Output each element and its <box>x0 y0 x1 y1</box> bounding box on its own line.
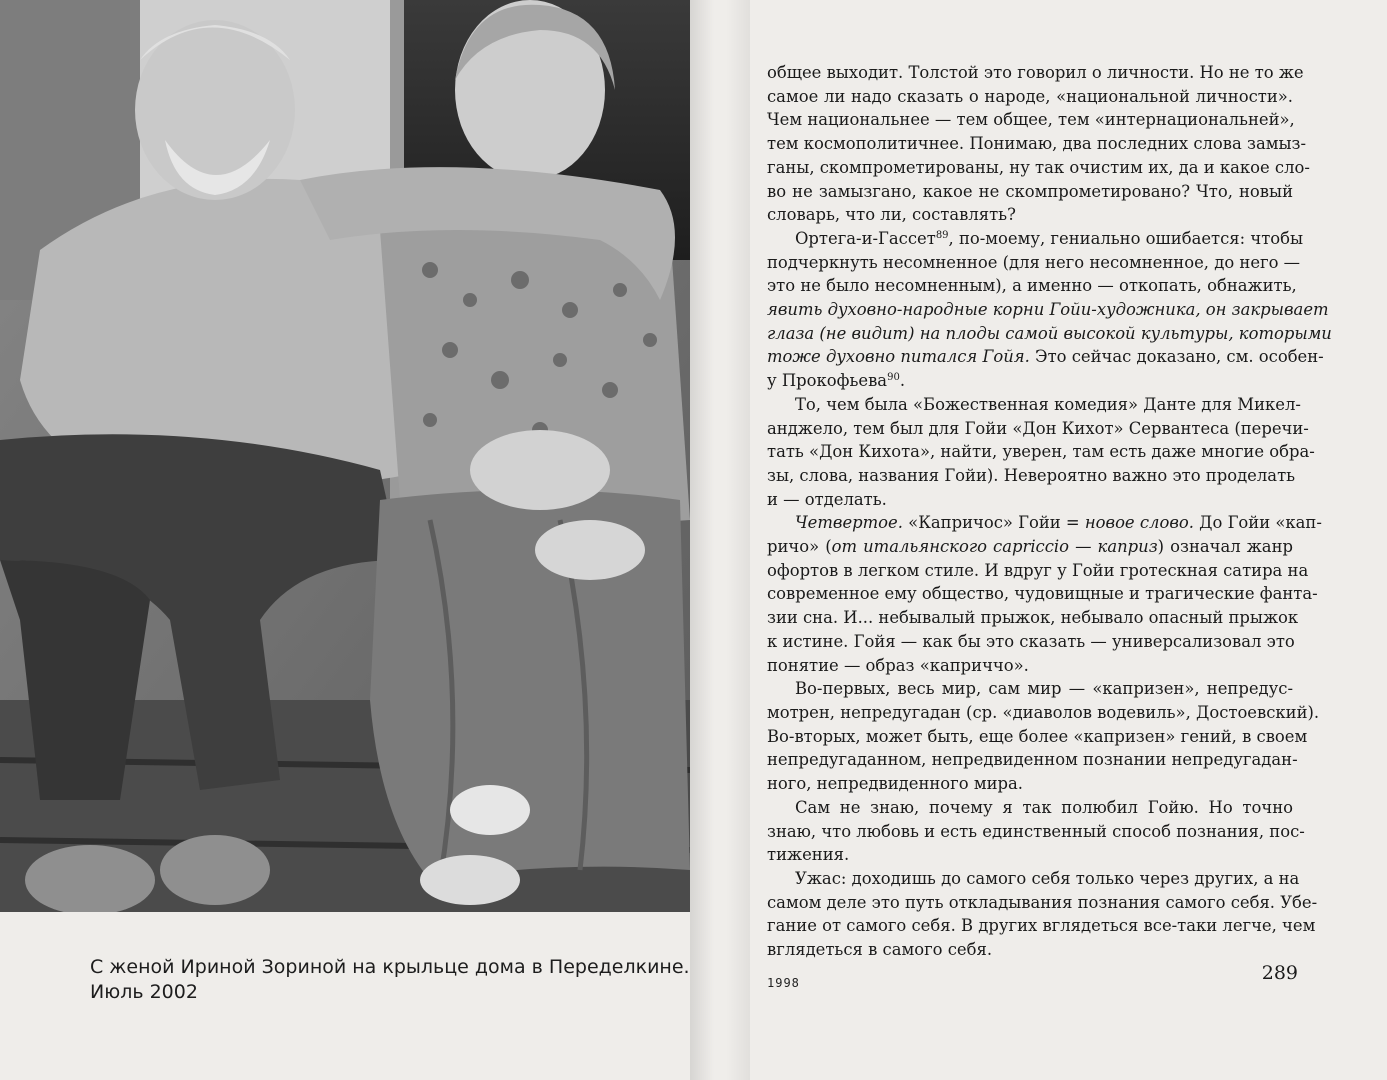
text-line: Сам не знаю, почему я так полюбил Гойю. Но точно <box>795 797 1293 817</box>
text-fragment: Ортега-и-Гассет <box>795 228 936 248</box>
italic-text: глаза (не видит) на плоды самой высокой культуры, которыми <box>767 323 1332 343</box>
paragraph <box>767 511 1322 677</box>
text-line: офортов в легком стиле. И вдруг у Гойи гротескная сатира на <box>767 560 1309 580</box>
text-line: общее выходит. Толстой это говорил о личности. Но не то же <box>767 63 1304 82</box>
photo-illustration <box>0 0 690 912</box>
text-line: и — отделать. <box>767 489 887 509</box>
text-line <box>767 345 1324 369</box>
text-line <box>767 511 1322 535</box>
text-line: ганы, скомпрометированы, ну так очистим их, да и какое сло- <box>767 157 1310 177</box>
text-line: мотрен, непредугадан (ср. «диаволов водевиль», Достоевский). <box>767 702 1320 722</box>
text-fragment: До Гойи «кап- <box>1193 513 1322 533</box>
text-fragment: , по-моему, гениально ошибается: чтобы <box>948 228 1304 248</box>
text-line <box>767 322 1332 346</box>
text-line: словарь, что ли, составлять? <box>767 205 1016 225</box>
text-fragment: Это сейчас доказано, см. особен- <box>1029 347 1324 367</box>
text-line: Чем национальнее — тем общее, тем «интернациональней», <box>767 110 1295 130</box>
footnote-ref[interactable]: 89 <box>935 229 949 241</box>
italic-text: тоже духовно питался Гойя. <box>767 347 1030 367</box>
text-line: Во-вторых, может быть, еще более «капризен» гений, в своем <box>767 726 1308 746</box>
text-line <box>767 227 1304 251</box>
text-fragment: . <box>899 371 906 391</box>
text-line: тижения. <box>767 845 850 865</box>
text-line: тем космополитичнее. Понимаю, два последних слова замыз- <box>767 134 1306 154</box>
text-line: Ужас: доходишь до самого себя только через других, а на <box>795 868 1300 888</box>
text-fragment: ) означал жанр <box>1157 537 1293 557</box>
paragraph <box>767 227 1332 393</box>
paragraph <box>767 796 1305 867</box>
italic-text: явить духовно-народные корни Гойи-художника, он закрывает <box>767 300 1329 320</box>
italic-text: от итальянского capriccio — каприз <box>831 537 1158 557</box>
text-line: То, чем была «Божественная комедия» Данте для Микел- <box>795 394 1301 414</box>
text-fragment: у Прокофьева <box>767 371 888 391</box>
page-number: 289 <box>1261 962 1298 984</box>
text-line: современное ему общество, чудовищные и трагические фанта- <box>767 584 1318 604</box>
text-line <box>767 298 1329 322</box>
text-fragment: ри <box>767 537 789 557</box>
text-line: это не было несомненным), а именно — откопать, обнажить, <box>767 276 1297 296</box>
text-line: самом деле это путь откладывания познания самого себя. Убе- <box>767 892 1318 912</box>
text-line: тать «Дон Кихота», найти, уверен, там есть даже многие обра- <box>767 442 1315 462</box>
text-line: подчеркнуть несомненное (для него несомненное, до него — <box>767 252 1301 272</box>
text-fragment: «Капричос» Гойи = <box>902 513 1085 533</box>
text-line: зии сна. И... небывалый прыжок, небывало опасный прыжок <box>767 608 1299 628</box>
italic-text: Четвертое. <box>795 513 903 533</box>
text-line: знаю, что любовь и есть единственный способ познания, пос- <box>767 821 1305 841</box>
text-line: Во-первых, весь мир, сам мир — «капризен», непредус- <box>795 679 1293 699</box>
text-line: непредугаданном, непредвиденном познании непредугадан- <box>767 750 1298 770</box>
caption-line: Июль 2002 <box>90 981 198 1003</box>
text-line: во не замызгано, какое не скомпрометировано? Что, новый <box>767 181 1293 201</box>
text-line: анджело, тем был для Гойи «Дон Кихот» Сервантеса (перечи- <box>767 418 1309 438</box>
italic-text: новое слово. <box>1084 513 1194 533</box>
text-line: зы, слова, названия Гойи). Невероятно важно это проделать <box>767 465 1296 485</box>
text-line: самое ли надо сказать о народе, «национальной личности». <box>767 86 1293 106</box>
paragraph <box>767 393 1315 512</box>
body-text <box>767 61 1332 962</box>
caption-line: С женой Ириной Зориной на крыльце дома в Переделкине. <box>90 956 690 978</box>
paragraph <box>767 677 1320 796</box>
text-line: гание от самого себя. В других вглядеться все-таки легче, чем <box>767 916 1316 936</box>
paragraph <box>767 61 1310 227</box>
photo-caption <box>90 955 690 1005</box>
text-fragment: чо» ( <box>788 537 832 557</box>
text-line: понятие — образ «каприччо». <box>767 655 1029 675</box>
paragraph <box>767 867 1318 962</box>
book-gutter-shadow <box>690 0 750 1080</box>
running-footer-year: 1998 <box>767 976 800 990</box>
footnote-ref[interactable]: 90 <box>887 372 900 384</box>
photograph-couple-on-porch <box>0 0 690 912</box>
text-line <box>767 369 1293 393</box>
text-line: ного, непредвиденного мира. <box>767 774 1023 794</box>
text-line <box>767 535 1293 559</box>
text-line: вглядеться в самого себя. <box>767 940 993 960</box>
text-line: к истине. Гойя — как бы это сказать — универсализовал это <box>767 631 1295 651</box>
